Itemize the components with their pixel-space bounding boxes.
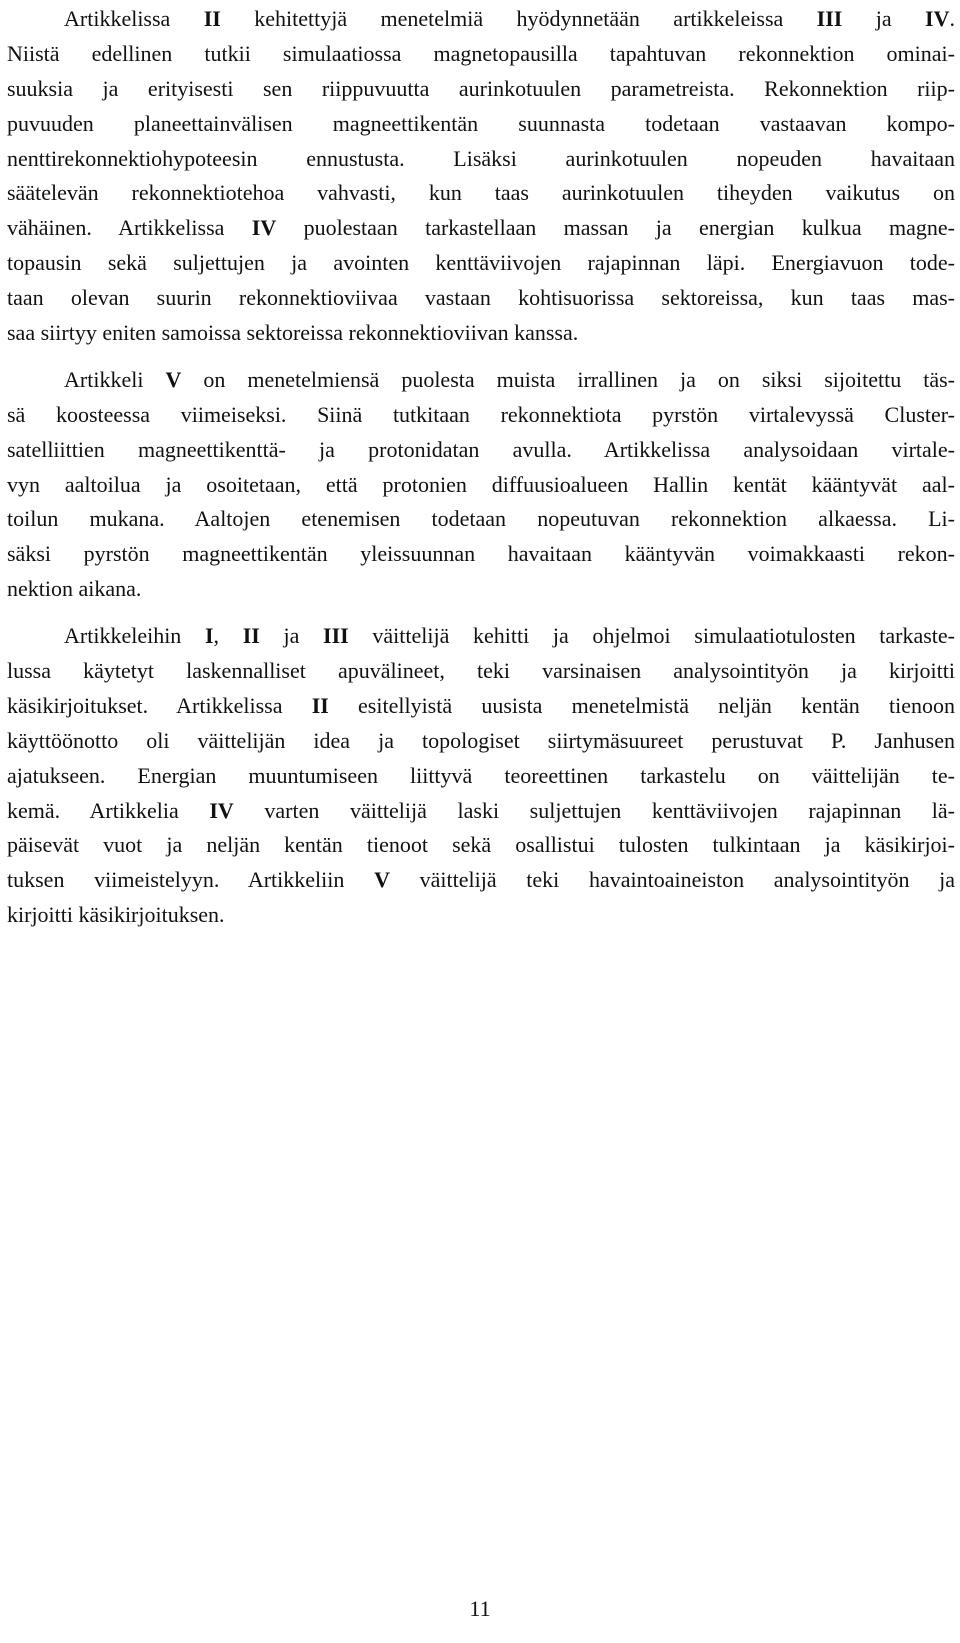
text-line: [7, 619, 955, 654]
text-line: [7, 363, 955, 398]
article-numeral: V: [165, 366, 182, 392]
text-line: [7, 433, 955, 468]
text-run: Artikkelissa: [64, 6, 204, 31]
article-numeral: IV: [925, 6, 950, 31]
page-number: 11: [469, 1596, 491, 1621]
text-run: esitellyistä uusista menetelmistä neljän kentän tienoon: [328, 692, 955, 718]
text-run: ja: [259, 623, 324, 649]
text-line: [7, 281, 955, 316]
text-line: [7, 724, 955, 759]
text-line: [7, 211, 955, 246]
text-line: [7, 654, 955, 689]
text-run: vähäinen. Artikkelissa: [7, 215, 252, 241]
text-line: [7, 898, 955, 933]
text-run: säksi pyrstön magneettikentän yleissuunnan havaitaan kääntyvän voimakkaasti rekon-: [7, 541, 955, 567]
text-run: .: [949, 6, 955, 31]
text-run: taan olevan suurin rekonnektioviivaa vastaan kohtisuorissa sektoreissa, kun taas mas-: [7, 285, 955, 311]
text-run: kemä. Artikkelia: [7, 797, 210, 823]
text-run: puolestaan tarkastellaan massan ja energian kulkua magne-: [276, 215, 955, 241]
paragraph: [7, 2, 955, 351]
text-run: väittelijä kehitti ja ohjelmoi simulaatiotulosten tarkaste-: [348, 623, 955, 649]
article-numeral: IV: [209, 797, 234, 823]
article-numeral: III: [323, 623, 349, 649]
text-run: on menetelmiensä puolesta muista irrallinen ja on siksi sijoitettu täs-: [181, 366, 956, 392]
text-run: tuksen viimeistelyyn. Artikkeliin: [7, 867, 375, 893]
text-line: [7, 142, 955, 177]
text-line: [7, 37, 955, 72]
paragraph: [7, 363, 955, 607]
text-run: varten väittelijä laski suljettujen kenttäviivojen rajapinnan lä-: [233, 797, 956, 823]
text-run: ja: [842, 6, 926, 31]
text-line: [7, 572, 955, 607]
text-run: käyttöönotto oli väittelijän idea ja topologiset siirtymäsuureet perustuvat P. Janhusen: [7, 727, 955, 753]
text-line: [7, 398, 955, 433]
article-numeral: II: [242, 623, 260, 649]
text-run: topausin sekä suljettujen ja avointen kenttäviivojen rajapinnan läpi. Energiavuon tode-: [7, 250, 955, 276]
text-run: lussa käytetyt laskennalliset apuvälineet, teki varsinaisen analysointityön ja kirjoitti: [7, 658, 955, 684]
text-line: [7, 468, 955, 503]
text-line: [7, 537, 955, 572]
article-numeral: V: [374, 867, 390, 893]
text-run: säätelevän rekonnektiotehoa vahvasti, kun taas aurinkotuulen tiheyden vaikutus on: [7, 180, 955, 206]
text-line: [7, 863, 955, 898]
text-run: käsikirjoitukset. Artikkelissa: [7, 692, 312, 718]
paragraph-gap: [7, 351, 955, 363]
text-run: ,: [213, 623, 243, 649]
text-line: [7, 2, 955, 37]
text-line: [7, 316, 955, 351]
text-run: puvuuden planeettainvälisen magneettikentän suunnasta todetaan vastaavan kompo-: [7, 110, 955, 136]
text-line: [7, 72, 955, 107]
article-numeral: II: [203, 6, 221, 31]
text-line: [7, 246, 955, 281]
text-run: vyn aaltoilua ja osoitetaan, että protonien diffuusioalueen Hallin kentät kääntyvät aal-: [7, 471, 955, 497]
text-run: päisevät vuot ja neljän kentän tienoot sekä osallistui tulosten tulkintaan ja käsikirjoi-: [7, 832, 955, 858]
text-line: [7, 176, 955, 211]
text-line: [7, 794, 955, 829]
article-numeral: II: [311, 692, 329, 718]
text-run: saa siirtyy eniten samoissa sektoreissa rekonnektioviivan kanssa.: [7, 320, 579, 346]
text-run: nenttirekonnektiohypoteesin ennustusta. Lisäksi aurinkotuulen nopeuden havaitaan: [7, 145, 955, 171]
text-run: nektion aikana.: [7, 576, 142, 602]
text-line: [7, 689, 955, 724]
article-numeral: III: [816, 6, 843, 31]
text-run: Artikkeleihin: [64, 623, 205, 649]
text-run: sä koosteessa viimeiseksi. Siinä tutkitaan rekonnektiota pyrstön virtalevyssä Cluster-: [7, 401, 955, 427]
text-run: väittelijä teki havaintoaineiston analysointityön ja: [389, 867, 955, 893]
text-line: [7, 502, 955, 537]
paragraph-gap: [7, 607, 955, 619]
text-run: suuksia ja erityisesti sen riippuvuutta aurinkotuulen parametreista. Rekonnektion riip-: [7, 75, 955, 101]
text-run: ajatukseen. Energian muuntumiseen liittyvä teoreettinen tarkastelu on väittelijän te-: [7, 762, 955, 788]
text-run: satelliittien magneettikenttä- ja protonidatan avulla. Artikkelissa analysoidaan virtale-: [7, 436, 955, 462]
text-line: [7, 759, 955, 794]
text-run: Artikkeli: [64, 366, 166, 392]
text-run: Niistä edellinen tutkii simulaatiossa magnetopausilla tapahtuvan rekonnektion ominai-: [7, 40, 955, 66]
text-line: [7, 828, 955, 863]
article-numeral: I: [204, 623, 214, 649]
text-run: toilun mukana. Aaltojen etenemisen todetaan nopeutuvan rekonnektion alkaessa. Li-: [7, 506, 955, 532]
paragraph: [7, 619, 955, 933]
text-run: kirjoitti käsikirjoituksen.: [7, 902, 225, 928]
body-text: [7, 2, 955, 933]
text-line: [7, 107, 955, 142]
text-run: kehitettyjä menetelmiä hyödynnetään artikkeleissa: [220, 6, 817, 31]
article-numeral: IV: [251, 215, 277, 241]
